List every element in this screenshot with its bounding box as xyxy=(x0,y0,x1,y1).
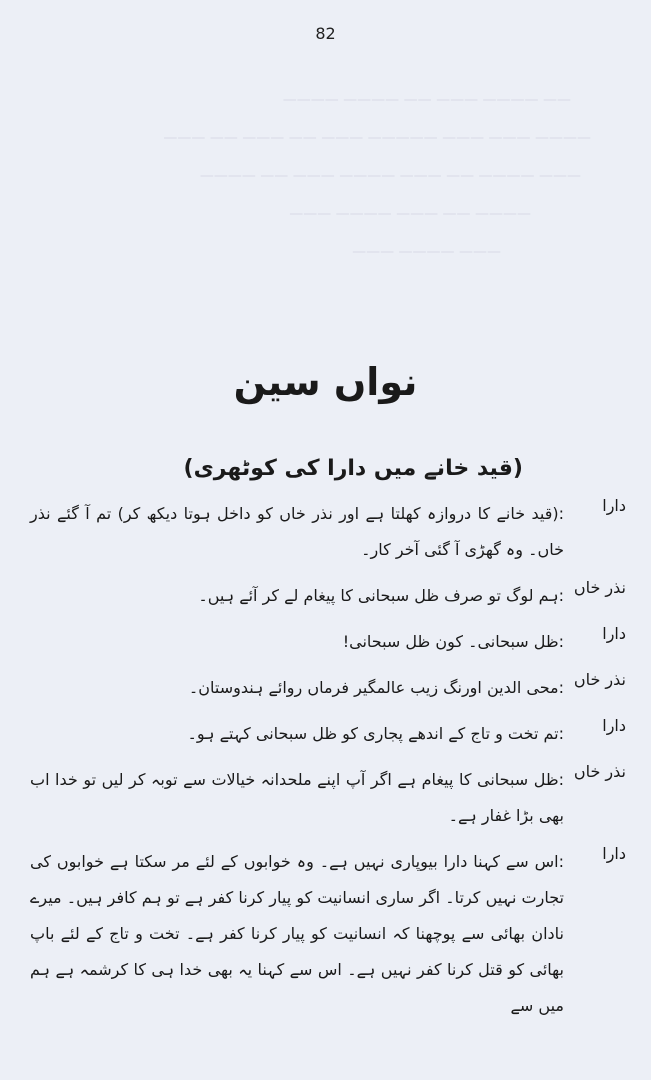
dialogue-entry xyxy=(30,624,626,660)
bleed-through-text: —— ———— ——— —— ———— ———— xyxy=(282,92,571,108)
speaker-name: نذر خاں xyxy=(573,762,626,781)
dialogue-entry xyxy=(30,670,626,706)
speaker-name: دارا xyxy=(602,716,626,735)
speaker-name: دارا xyxy=(602,624,626,643)
dialogue-entry xyxy=(30,496,626,568)
speech-text: :ہم لوگ تو صرف ظل سبحانی کا پیغام لے کر آئے ہیں۔ xyxy=(198,586,564,605)
dialogue-entry xyxy=(30,762,626,834)
bleed-through-text: ———— —— ——— ———— ——— xyxy=(289,206,531,222)
scene-subtitle: (قید خانے میں دارا کی کوٹھری) xyxy=(183,456,523,481)
bleed-through-text: ———— ——— ——— ————— ——— —— ——— —— ——— xyxy=(163,130,591,146)
page-number: 82 xyxy=(315,24,336,43)
speaker-name: نذر خاں xyxy=(573,578,626,597)
dialogue-entry xyxy=(30,716,626,752)
speaker-name: دارا xyxy=(602,496,626,515)
scene-title: نواں سین xyxy=(233,360,418,404)
bleed-through-text: ——— ———— —— ——— ———— ——— —— ———— xyxy=(199,168,581,184)
speech-text: :تم تخت و تاج کے اندھے پجاری کو ظل سبحانی کہتے ہو۔ xyxy=(187,724,564,743)
speaker-name: نذر خاں xyxy=(573,670,626,689)
dialogue xyxy=(30,496,626,1034)
speech-text: :ظل سبحانی کا پیغام ہے اگر آپ اپنے ملحدانہ خیالات سے توبہ کر لیں تو خدا اب بھی بڑا غفار ہے۔ xyxy=(30,770,564,825)
speech-text: :(قید خانے کا دروازہ کھلتا ہے اور نذر خاں کو داخل ہوتا دیکھ کر) تم آ گئے نذر خاں۔ وہ گھڑی آ گئی آخر کار۔ xyxy=(30,504,564,559)
speech-text: :محی الدین اورنگ زیب عالمگیر فرماں روائے ہندوستان۔ xyxy=(188,678,564,697)
dialogue-entry xyxy=(30,578,626,614)
speech-text: :اس سے کہنا دارا بیوپاری نہیں ہے۔ وہ خوابوں کے لئے مر سکتا ہے خوابوں کی تجارت نہیں کرتا۔ اگر ساری انسانیت کو پیار کرنا کفر ہے تو ہم کافر ہیں۔ میرے نادان بھائی سے پوچھنا کہ انسانیت کو پیار کرنا کفر ہے۔ تخت و تاج کے لئے باپ بھائی کو قتل کرنا کفر نہیں ہے۔ اس سے کہنا یہ بھی خدا ہی کا کرشمہ ہے ہم میں سے xyxy=(30,852,564,1015)
dialogue-entry xyxy=(30,844,626,1024)
bleed-through-text: ——— ———— ——— xyxy=(352,244,501,260)
speech-text: :ظل سبحانی۔ کون ظل سبحانی! xyxy=(342,632,564,651)
speaker-name: دارا xyxy=(602,844,626,863)
